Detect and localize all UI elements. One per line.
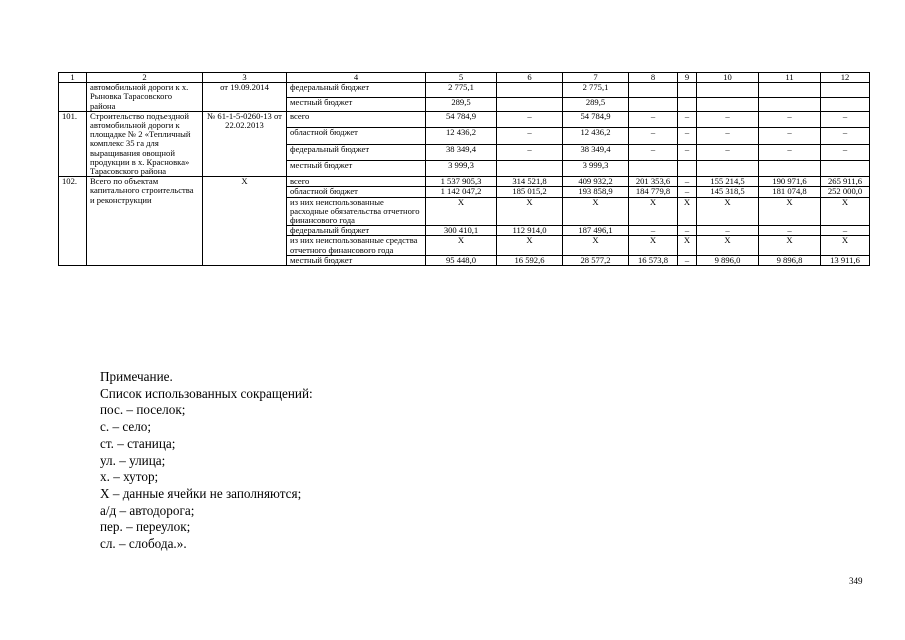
table-cell: 145 318,5: [697, 187, 759, 197]
table-cell: 101.: [59, 111, 87, 176]
table-cell: 181 074,8: [759, 187, 821, 197]
table-cell: 190 971,6: [759, 177, 821, 187]
table-cell: [678, 97, 697, 111]
table-cell: [759, 83, 821, 97]
table-cell: –: [759, 128, 821, 144]
table-cell: 102.: [59, 177, 87, 266]
page-number: 349: [849, 576, 863, 586]
table-cell: местный бюджет: [287, 255, 426, 265]
table-cell: Х: [821, 236, 870, 255]
table-cell: 28 577,2: [563, 255, 629, 265]
table-cell: 1 537 905,3: [426, 177, 497, 187]
table-cell: 2 775,1: [426, 83, 497, 97]
table-cell: Х: [821, 197, 870, 226]
table-cell: –: [759, 144, 821, 160]
table-header-row: [59, 73, 870, 83]
table-cell: 300 410,1: [426, 226, 497, 236]
table-cell: [629, 160, 678, 176]
table-cell: всего: [287, 111, 426, 127]
table-cell: 1 142 047,2: [426, 187, 497, 197]
table-cell: –: [629, 111, 678, 127]
table-cell: 3 999,3: [426, 160, 497, 176]
table-cell: из них неиспользованные средства отчетного финансового года: [287, 236, 426, 255]
table-cell: –: [821, 226, 870, 236]
abbrev-item: пер. – переулок;: [100, 519, 191, 535]
table-cell: Х: [629, 236, 678, 255]
table-cell: 155 214,5: [697, 177, 759, 187]
table-cell: –: [497, 128, 563, 144]
table-cell: местный бюджет: [287, 97, 426, 111]
table-cell: 12 436,2: [426, 128, 497, 144]
table-cell: [678, 83, 697, 97]
abbrev-item: а/д – автодорога;: [100, 502, 195, 518]
table-cell: –: [678, 187, 697, 197]
abbrev-item: х. – хутор;: [100, 469, 159, 485]
abbrev-item: ул. – улица;: [100, 452, 166, 468]
table-cell: [629, 97, 678, 111]
table-row: [59, 83, 870, 97]
table-cell: 10: [697, 73, 759, 83]
table-cell: [821, 160, 870, 176]
table-cell: Х: [497, 236, 563, 255]
table-cell: 12: [821, 73, 870, 83]
table-cell: 252 000,0: [821, 187, 870, 197]
table-cell: 95 448,0: [426, 255, 497, 265]
table-cell: 5: [426, 73, 497, 83]
table-cell: [821, 83, 870, 97]
table-cell: областной бюджет: [287, 128, 426, 144]
table-cell: 3: [203, 73, 287, 83]
table-cell: 6: [497, 73, 563, 83]
table-cell: –: [678, 144, 697, 160]
table-cell: 9: [678, 73, 697, 83]
table-cell: –: [821, 128, 870, 144]
table-cell: 9 896,0: [697, 255, 759, 265]
table-cell: 2 775,1: [563, 83, 629, 97]
abbrev-item: с. – село;: [100, 419, 152, 435]
abbrev-item: сл. – слобода.».: [100, 536, 187, 552]
table-cell: Х: [426, 197, 497, 226]
table-cell: 184 779,8: [629, 187, 678, 197]
table-cell: 16 573,8: [629, 255, 678, 265]
table-cell: 193 858,9: [563, 187, 629, 197]
table-cell: –: [629, 226, 678, 236]
table-cell: 12 436,2: [563, 128, 629, 144]
table-cell: 4: [287, 73, 426, 83]
table-cell: 38 349,4: [563, 144, 629, 160]
table-cell: [697, 97, 759, 111]
table-cell: [697, 160, 759, 176]
abbrev-item: Х – данные ячейки не заполняются;: [100, 485, 302, 501]
table-cell: Х: [697, 236, 759, 255]
table-cell: 3 999,3: [563, 160, 629, 176]
table-cell: [497, 97, 563, 111]
table-cell: областной бюджет: [287, 187, 426, 197]
table-cell: Х: [759, 197, 821, 226]
table-cell: 11: [759, 73, 821, 83]
table-cell: –: [697, 144, 759, 160]
table-cell: –: [678, 177, 697, 187]
table-cell: 314 521,8: [497, 177, 563, 187]
table-cell: 54 784,9: [426, 111, 497, 127]
table-cell: [759, 160, 821, 176]
table-cell: федеральный бюджет: [287, 144, 426, 160]
table-cell: [678, 160, 697, 176]
table-cell: Х: [759, 236, 821, 255]
table-cell: 54 784,9: [563, 111, 629, 127]
table-cell: № 61-1-5-0260-13 от 22.02.2013: [203, 111, 287, 176]
table-cell: –: [759, 111, 821, 127]
notes-block: [100, 369, 313, 553]
table-cell: –: [629, 144, 678, 160]
table-cell: [629, 83, 678, 97]
table-cell: от 19.09.2014: [203, 83, 287, 112]
table-cell: 289,5: [426, 97, 497, 111]
table-cell: –: [678, 128, 697, 144]
table-cell: 38 349,4: [426, 144, 497, 160]
table-cell: –: [697, 111, 759, 127]
table-cell: 16 592,6: [497, 255, 563, 265]
table-cell: 7: [563, 73, 629, 83]
table-cell: Всего по объектам капитального строительства и реконструкции: [87, 177, 203, 266]
table-row: [59, 177, 870, 187]
abbrev-item: пос. – поселок;: [100, 402, 186, 418]
abbrev-list-title: Список использованных сокращений:: [100, 385, 313, 401]
table-cell: 1: [59, 73, 87, 83]
table-cell: 185 015,2: [497, 187, 563, 197]
table-cell: –: [759, 226, 821, 236]
table-cell: автомобильной дороги к х. Рыновка Тарасовского района: [87, 83, 203, 112]
table-cell: –: [697, 226, 759, 236]
table-cell: Строительство подъездной автомобильной дороги к площадке № 2 «Тепличный комплекс 35 га для выращивания овощной продукции в х. Красновка» Тарасовского района: [87, 111, 203, 176]
table-cell: Х: [203, 177, 287, 266]
table-cell: [59, 83, 87, 112]
table-cell: [497, 160, 563, 176]
table-cell: 13 911,6: [821, 255, 870, 265]
table-cell: –: [678, 226, 697, 236]
table-cell: Х: [563, 236, 629, 255]
table-cell: [497, 83, 563, 97]
table-cell: –: [697, 128, 759, 144]
table-cell: Х: [497, 197, 563, 226]
table-cell: Х: [426, 236, 497, 255]
table-cell: 8: [629, 73, 678, 83]
table-cell: 2: [87, 73, 203, 83]
table-cell: [697, 83, 759, 97]
budget-table: [58, 72, 870, 266]
table-cell: Х: [697, 197, 759, 226]
table-cell: –: [497, 144, 563, 160]
table-cell: 187 496,1: [563, 226, 629, 236]
table-cell: [759, 97, 821, 111]
abbrev-item: ст. – станица;: [100, 435, 176, 451]
table-cell: 265 911,6: [821, 177, 870, 187]
table-cell: –: [821, 144, 870, 160]
table-cell: 289,5: [563, 97, 629, 111]
table-cell: [821, 97, 870, 111]
table-cell: федеральный бюджет: [287, 83, 426, 97]
table-cell: –: [678, 255, 697, 265]
table-cell: 201 353,6: [629, 177, 678, 187]
table-cell: –: [821, 111, 870, 127]
note-title: Примечание.: [100, 369, 173, 384]
table-cell: из них неиспользованные расходные обязательства отчетного финансового года: [287, 197, 426, 226]
table-cell: местный бюджет: [287, 160, 426, 176]
table-cell: Х: [678, 197, 697, 226]
table-cell: –: [497, 111, 563, 127]
table-cell: –: [678, 111, 697, 127]
table-cell: всего: [287, 177, 426, 187]
table-cell: 409 932,2: [563, 177, 629, 187]
table-cell: –: [629, 128, 678, 144]
table-cell: Х: [678, 236, 697, 255]
table-cell: Х: [563, 197, 629, 226]
table-cell: федеральный бюджет: [287, 226, 426, 236]
table-row: [59, 111, 870, 127]
table-cell: 112 914,0: [497, 226, 563, 236]
table-cell: Х: [629, 197, 678, 226]
table-cell: 9 896,8: [759, 255, 821, 265]
